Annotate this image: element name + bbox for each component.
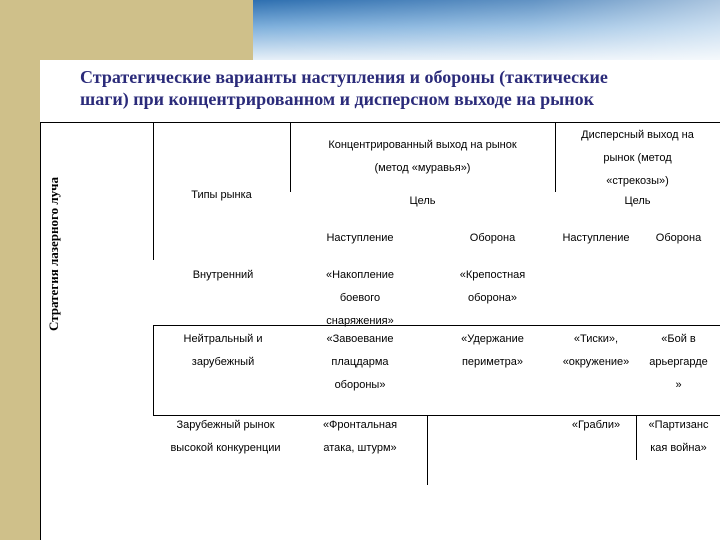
header-dispersed [555, 124, 720, 193]
cell-line: снаряжения» [326, 315, 394, 327]
header-goal-concentrated: Цель [409, 195, 436, 207]
left-strip-decor [0, 60, 40, 540]
slide-title-line-1: Стратегические варианты наступления и обороны (тактические [80, 67, 608, 87]
row-2-attack-concentrated [290, 328, 430, 397]
cell-line: Нейтральный и [183, 333, 263, 345]
table-row-divider-1 [153, 325, 720, 326]
row-1-market-line: Внутренний [192, 269, 254, 281]
cell-line: высокой конкуренции [170, 442, 281, 454]
row-2-market [153, 328, 293, 374]
header-dispersed-line-2: рынок (метод [603, 152, 672, 164]
row-1-attack-concentrated [290, 264, 430, 333]
side-vertical-label: Стратегия лазерного луча [46, 177, 61, 332]
slide-title-line-2: шаги) при концентрированном и дисперсном выходе на рынок [80, 89, 594, 109]
cell-line: зарубежный [191, 356, 255, 368]
cell-line: «Крепостная [459, 269, 526, 281]
header-attack-dispersed: Наступление [562, 232, 630, 244]
header-concentrated [290, 134, 555, 180]
slide-title [80, 66, 690, 110]
header-market-types: Типы рынка [191, 189, 252, 201]
header-dispersed-line-3: «стрекозы») [606, 175, 669, 187]
header-defense-concentrated: Оборона [469, 232, 516, 244]
row-2-attack-dispersed [555, 328, 637, 374]
row-3-defense-dispersed [637, 414, 720, 460]
cell-line: «окружение» [562, 356, 630, 368]
row-3-attack-concentrated [290, 414, 430, 460]
cell-line: «Удержание [461, 333, 524, 345]
row-3-attack-dispersed [555, 414, 637, 437]
cell-line: » [675, 379, 682, 391]
row-2-defense-concentrated [430, 328, 555, 374]
row-1-market [153, 264, 293, 287]
cell-line: «Фронтальная [322, 419, 398, 431]
cell-line: боевого [339, 292, 381, 304]
cell-line: плацдарма [331, 356, 389, 368]
header-concentrated-line-1: Концентрированный выход на рынок [328, 139, 517, 151]
cell-line: оборона» [467, 292, 518, 304]
cell-line: «Тиски», [573, 333, 619, 345]
cell-line: «Грабли» [571, 419, 621, 431]
cell-line: периметра» [461, 356, 524, 368]
table-top-border [40, 122, 720, 123]
cell-line: обороны» [334, 379, 386, 391]
top-left-decor [0, 0, 253, 60]
table-left-border [40, 122, 41, 540]
cell-line: арьергарде [649, 356, 708, 368]
header-goal-dispersed: Цель [624, 195, 651, 207]
cell-line: «Партизанс [648, 419, 709, 431]
cell-line: атака, штурм» [323, 442, 397, 454]
header-attack-concentrated: Наступление [326, 232, 394, 244]
cell-line: Зарубежный рынок [176, 419, 275, 431]
row-3-market [153, 414, 298, 460]
row-1-defense-concentrated [430, 264, 555, 310]
header-concentrated-line-2: (метод «муравья») [374, 162, 471, 174]
top-band-fade [253, 0, 720, 60]
cell-line: «Завоевание [326, 333, 394, 345]
header-dispersed-line-1: Дисперсный выход на [581, 129, 694, 141]
cell-line: «Накопление [325, 269, 395, 281]
cell-line: «Бой в [661, 333, 696, 345]
header-defense-dispersed: Оборона [655, 232, 702, 244]
row-2-defense-dispersed [637, 328, 720, 397]
cell-line: кая война» [650, 442, 707, 454]
